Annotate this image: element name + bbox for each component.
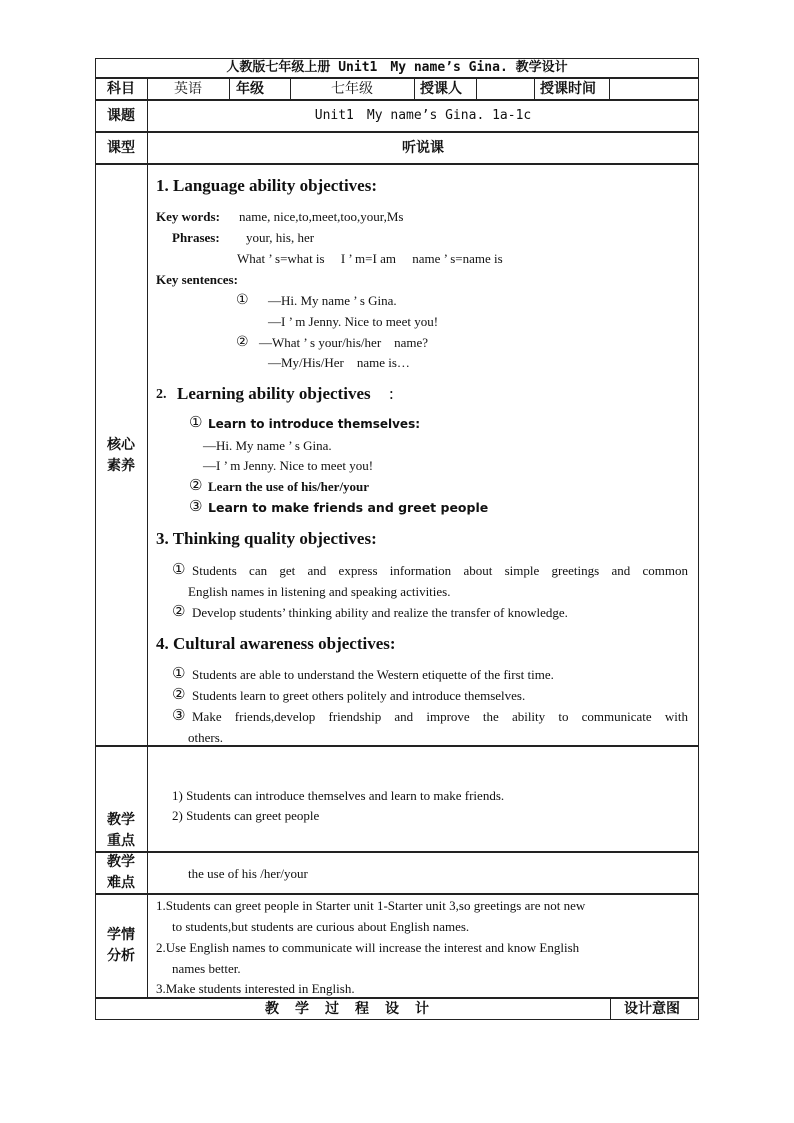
learner-label-2: 分析 <box>107 948 135 964</box>
tq1-b: English names in listening and speaking activities. <box>188 584 451 599</box>
grade-label: 年级 <box>236 81 264 97</box>
la1: Learn to introduce themselves: <box>208 417 421 431</box>
process-sep <box>610 998 611 1020</box>
process-label: 教学过程设计 <box>265 1001 445 1017</box>
learner-line-3: 3.Make students interested in English. <box>156 981 355 996</box>
phrases-label: Phrases: <box>172 230 220 245</box>
learner-line-2: 2.Use English names to communicate will increase the interest and know English <box>156 940 580 955</box>
ca2: Students learn to greet others politely and introduce themselves. <box>192 688 526 703</box>
key-words-label: Key words: <box>156 209 220 224</box>
tq2-mark: ② <box>172 602 186 620</box>
key-points-label-2: 重点 <box>107 833 135 849</box>
ca1: Students are able to understand the Western etiquette of the first time. <box>192 667 554 682</box>
key-sentences-label: Key sentences: <box>156 272 238 287</box>
contractions: What ’ s=what is I ’ m=I am name ’ s=name is <box>237 251 503 266</box>
topic-label: 课题 <box>107 108 135 124</box>
topic-value: Unit1 My name’s Gina. 1a-1c <box>314 108 532 123</box>
key-words: name, nice,to,meet,too,your,Ms <box>239 209 404 224</box>
la3: Learn to make friends and greet people <box>208 500 489 515</box>
time-label: 授课时间 <box>540 81 596 97</box>
la1-b: —I ’ m Jenny. Nice to meet you! <box>203 458 374 473</box>
lesson-type-value: 听说课 <box>402 140 444 156</box>
difficult-label-1: 教学 <box>107 854 135 870</box>
ca1-mark: ① <box>172 664 186 682</box>
learner-line-2b: names better. <box>172 961 241 976</box>
difficult-label-2: 难点 <box>107 875 135 891</box>
learner-sep <box>147 894 148 998</box>
tq1-a: Students can get and express information about simple greetings and common <box>192 563 688 578</box>
key-points-sep <box>147 746 148 852</box>
key-point-1: 1) Students can introduce themselves and learn to make friends. <box>172 788 505 803</box>
tq1-mark: ① <box>172 560 186 578</box>
learner-line-1: 1.Students can greet people in Starter unit 1-Starter unit 3,so greetings are not new <box>156 898 586 913</box>
la1-mark: ① <box>189 413 203 431</box>
key-point-2: 2) Students can greet people <box>172 808 320 823</box>
phrases: your, his, her <box>246 230 315 245</box>
s2-num: 2. <box>156 387 167 402</box>
la2-mark: ② <box>189 476 203 494</box>
s3-title: 3. Thinking quality objectives: <box>156 529 377 548</box>
difficult-row <box>95 852 699 894</box>
ca3-a: Make friends,develop friendship and improve the ability to communicate with <box>192 709 688 724</box>
core-sep <box>147 164 148 746</box>
s4-title: 4. Cultural awareness objectives: <box>156 634 396 653</box>
la1-a: —Hi. My name ’ s Gina. <box>203 438 332 453</box>
doc-title: 人教版七年级上册 Unit1 My name’s Gina. 教学设计 <box>226 60 568 75</box>
info-cell-sep7 <box>609 78 610 100</box>
subject-label: 科目 <box>107 81 135 97</box>
core-label-1: 核心 <box>107 437 135 453</box>
info-cell-sep6 <box>534 78 535 100</box>
ks2-a: —What ’ s your/his/her name? <box>259 335 429 350</box>
la2: Learn the use of his/her/your <box>208 479 370 494</box>
ks1-b: —I ’ m Jenny. Nice to meet you! <box>268 314 439 329</box>
intent-label: 设计意图 <box>624 1001 680 1017</box>
difficult-text: the use of his /her/your <box>188 866 308 881</box>
grade-value: 七年级 <box>331 81 373 97</box>
info-cell-sep4 <box>414 78 415 100</box>
ca3-mark: ③ <box>172 706 186 724</box>
tq2: Develop students’ thinking ability and realize the transfer of knowledge. <box>192 605 568 620</box>
ks1-mark: ① <box>236 292 249 308</box>
la3-mark: ③ <box>189 497 203 515</box>
s2-title: Learning ability objectives <box>177 384 371 403</box>
s2-colon: : <box>389 384 394 403</box>
subject-value: 英语 <box>174 81 202 97</box>
ks2-mark: ② <box>236 334 249 350</box>
info-cell-sep5 <box>476 78 477 100</box>
ca2-mark: ② <box>172 685 186 703</box>
teacher-label: 授课人 <box>420 81 462 97</box>
learner-line-1b: to students,but students are curious about English names. <box>172 919 470 934</box>
ks1-a: —Hi. My name ’ s Gina. <box>268 293 397 308</box>
difficult-sep <box>147 852 148 894</box>
ks2-b: —My/His/Her name is… <box>268 355 410 370</box>
lesson-type-label: 课型 <box>107 140 135 156</box>
key-points-label-1: 教学 <box>107 812 135 828</box>
ca3-b: others. <box>188 730 224 745</box>
info-cell-sep2 <box>229 78 230 100</box>
learner-label-1: 学情 <box>107 927 135 943</box>
s1-title: 1. Language ability objectives: <box>156 176 377 195</box>
core-label-2: 素养 <box>107 458 135 474</box>
